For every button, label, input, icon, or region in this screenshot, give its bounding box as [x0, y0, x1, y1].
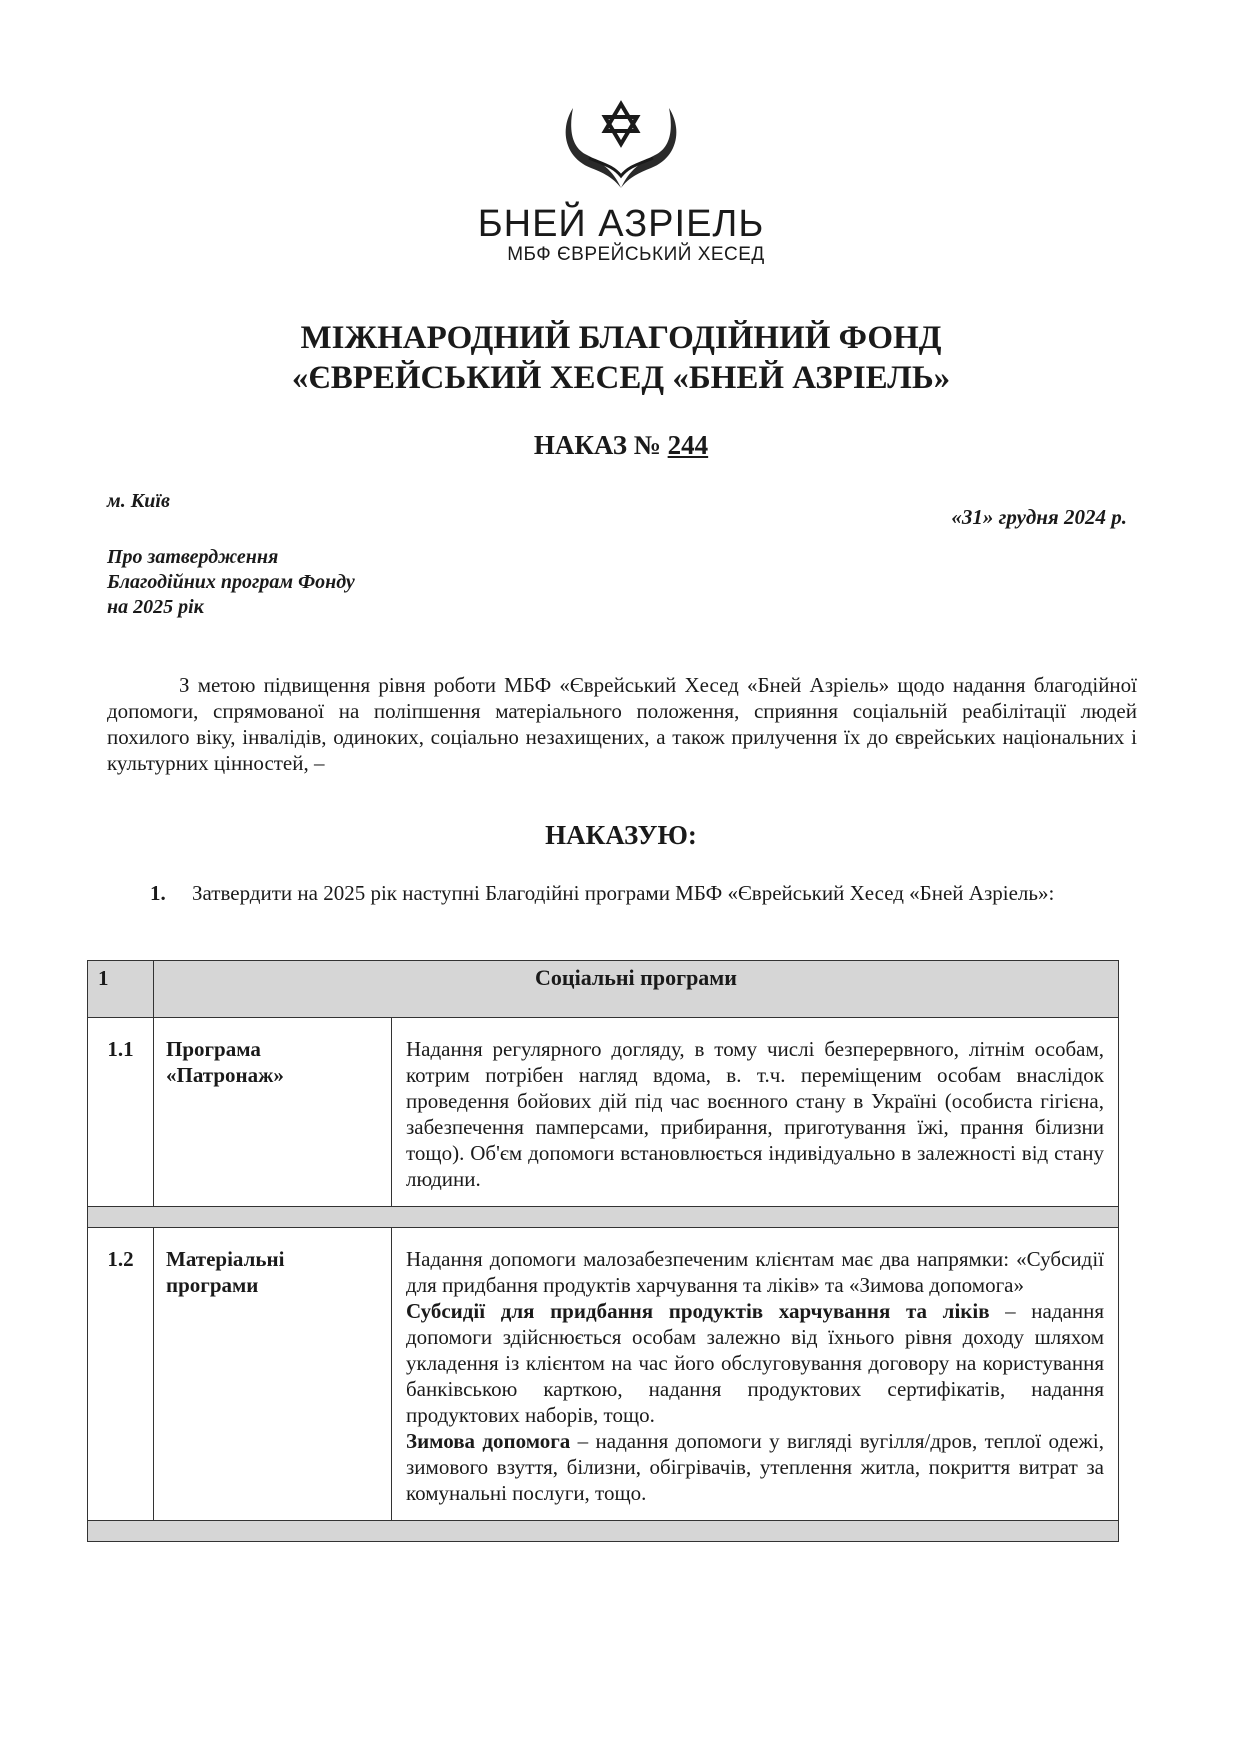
row-number: 1.1	[88, 1018, 154, 1207]
order-date: «31» грудня 2024 р.	[951, 505, 1127, 529]
logo-subtitle: МБФ ЄВРЕЙСЬКИЙ ХЕСЕД	[507, 244, 765, 265]
table-row	[88, 1018, 1119, 1207]
subsidies-paragraph	[406, 1298, 1104, 1428]
order-verb-heading: НАКАЗУЮ:	[545, 820, 697, 850]
program-name-line2: програми	[166, 1273, 259, 1297]
organization-title-line1: МІЖНАРОДНИЙ БЛАГОДІЙНИЙ ФОНД	[300, 320, 942, 356]
table-header-row	[88, 961, 1119, 1018]
winter-aid-paragraph	[406, 1428, 1104, 1506]
row-description	[392, 1228, 1119, 1521]
logo	[0, 100, 1242, 266]
organization-title-line2: «ЄВРЕЙСЬКИЙ ХЕСЕД «БНЕЙ АЗРІЕЛЬ»	[291, 360, 951, 396]
order-subject	[107, 545, 355, 620]
winter-aid-title: Зимова допомога	[406, 1429, 571, 1453]
table-separator-row	[88, 1207, 1119, 1228]
row-description: Надання регулярного догляду, в тому числі безперервного, літнім особам, котрим потрібен нагляд вдома, в. т.ч. переміщеним особам внаслідок проведення бойових дій під час воєнного стану в Україні (особиста гігієна, забезпечення памперсами, прибирання, приготування їжі, прання білизни тощо). Об'єм допомоги встановлюється індивідуально в залежності від стану людини.	[392, 1018, 1119, 1207]
row-number: 1.2	[88, 1228, 154, 1521]
table-header-number: 1	[88, 961, 154, 1018]
separator-cell	[88, 1207, 1119, 1228]
subject-line1: Про затвердження	[107, 546, 279, 568]
winter-aid-text: – надання допомоги у вигляді вугілля/дров, теплої одежі, зимового взуття, білизни, обігрівачів, утеплення житла, покриття витрат за комунальні послуги, тощо.	[406, 1429, 1104, 1505]
logo-name: БНЕЙ АЗРІЕЛЬ	[477, 203, 765, 245]
program-name-line2: «Патронаж»	[166, 1063, 284, 1087]
star-of-david-hands-icon	[551, 100, 691, 190]
organization-title	[0, 318, 1242, 398]
order-title	[0, 430, 1242, 461]
programs-table	[87, 960, 1119, 1542]
program-name-line1: Програма	[166, 1037, 261, 1061]
subsidies-title: Субсидії для придбання продуктів харчування та ліків	[406, 1299, 990, 1323]
program-name-line1: Матеріальні	[166, 1247, 285, 1271]
row-program-name	[154, 1228, 392, 1521]
separator-cell	[88, 1521, 1119, 1542]
order-city: м. Київ	[107, 490, 170, 512]
table-row	[88, 1228, 1119, 1521]
order-label: НАКАЗ №	[533, 430, 668, 460]
order-point-1	[150, 880, 1140, 906]
row-program-name	[154, 1018, 392, 1207]
subject-line2: Благодійних програм Фонду	[107, 571, 355, 593]
order-number: 244	[667, 430, 709, 460]
subsidies-text: – надання допомоги здійснюється особам залежно від їхнього рівня доходу шляхом укладення із клієнтом на час його обслуговування договору на користування банківською карткою, надання продуктових сертифікатів, надання продуктових наборів, тощо.	[406, 1299, 1104, 1427]
point-text: Затвердити на 2025 рік наступні Благодійні програми МБФ «Єврейський Хесед «Бней Азріель»:	[192, 881, 1055, 905]
preamble-paragraph: З метою підвищення рівня роботи МБФ «Єврейський Хесед «Бней Азріель» щодо надання благодійної допомоги, спрямованої на поліпшення матеріального положення, сприяння соціальній реабілітації людей похилого віку, інвалідів, одиноких, соціально незахищених, а також прилучення їх до єврейських національних і культурних цінностей, –	[107, 673, 1137, 775]
subject-line3: на 2025 рік	[107, 596, 204, 618]
table-separator-row	[88, 1521, 1119, 1542]
table-header-title: Соціальні програми	[154, 961, 1119, 1018]
description-intro: Надання допомоги малозабезпеченим клієнтам має два напрямки: «Субсидії для придбання продуктів харчування та ліків» та «Зимова допомога»	[406, 1247, 1104, 1297]
point-number: 1.	[150, 881, 166, 905]
